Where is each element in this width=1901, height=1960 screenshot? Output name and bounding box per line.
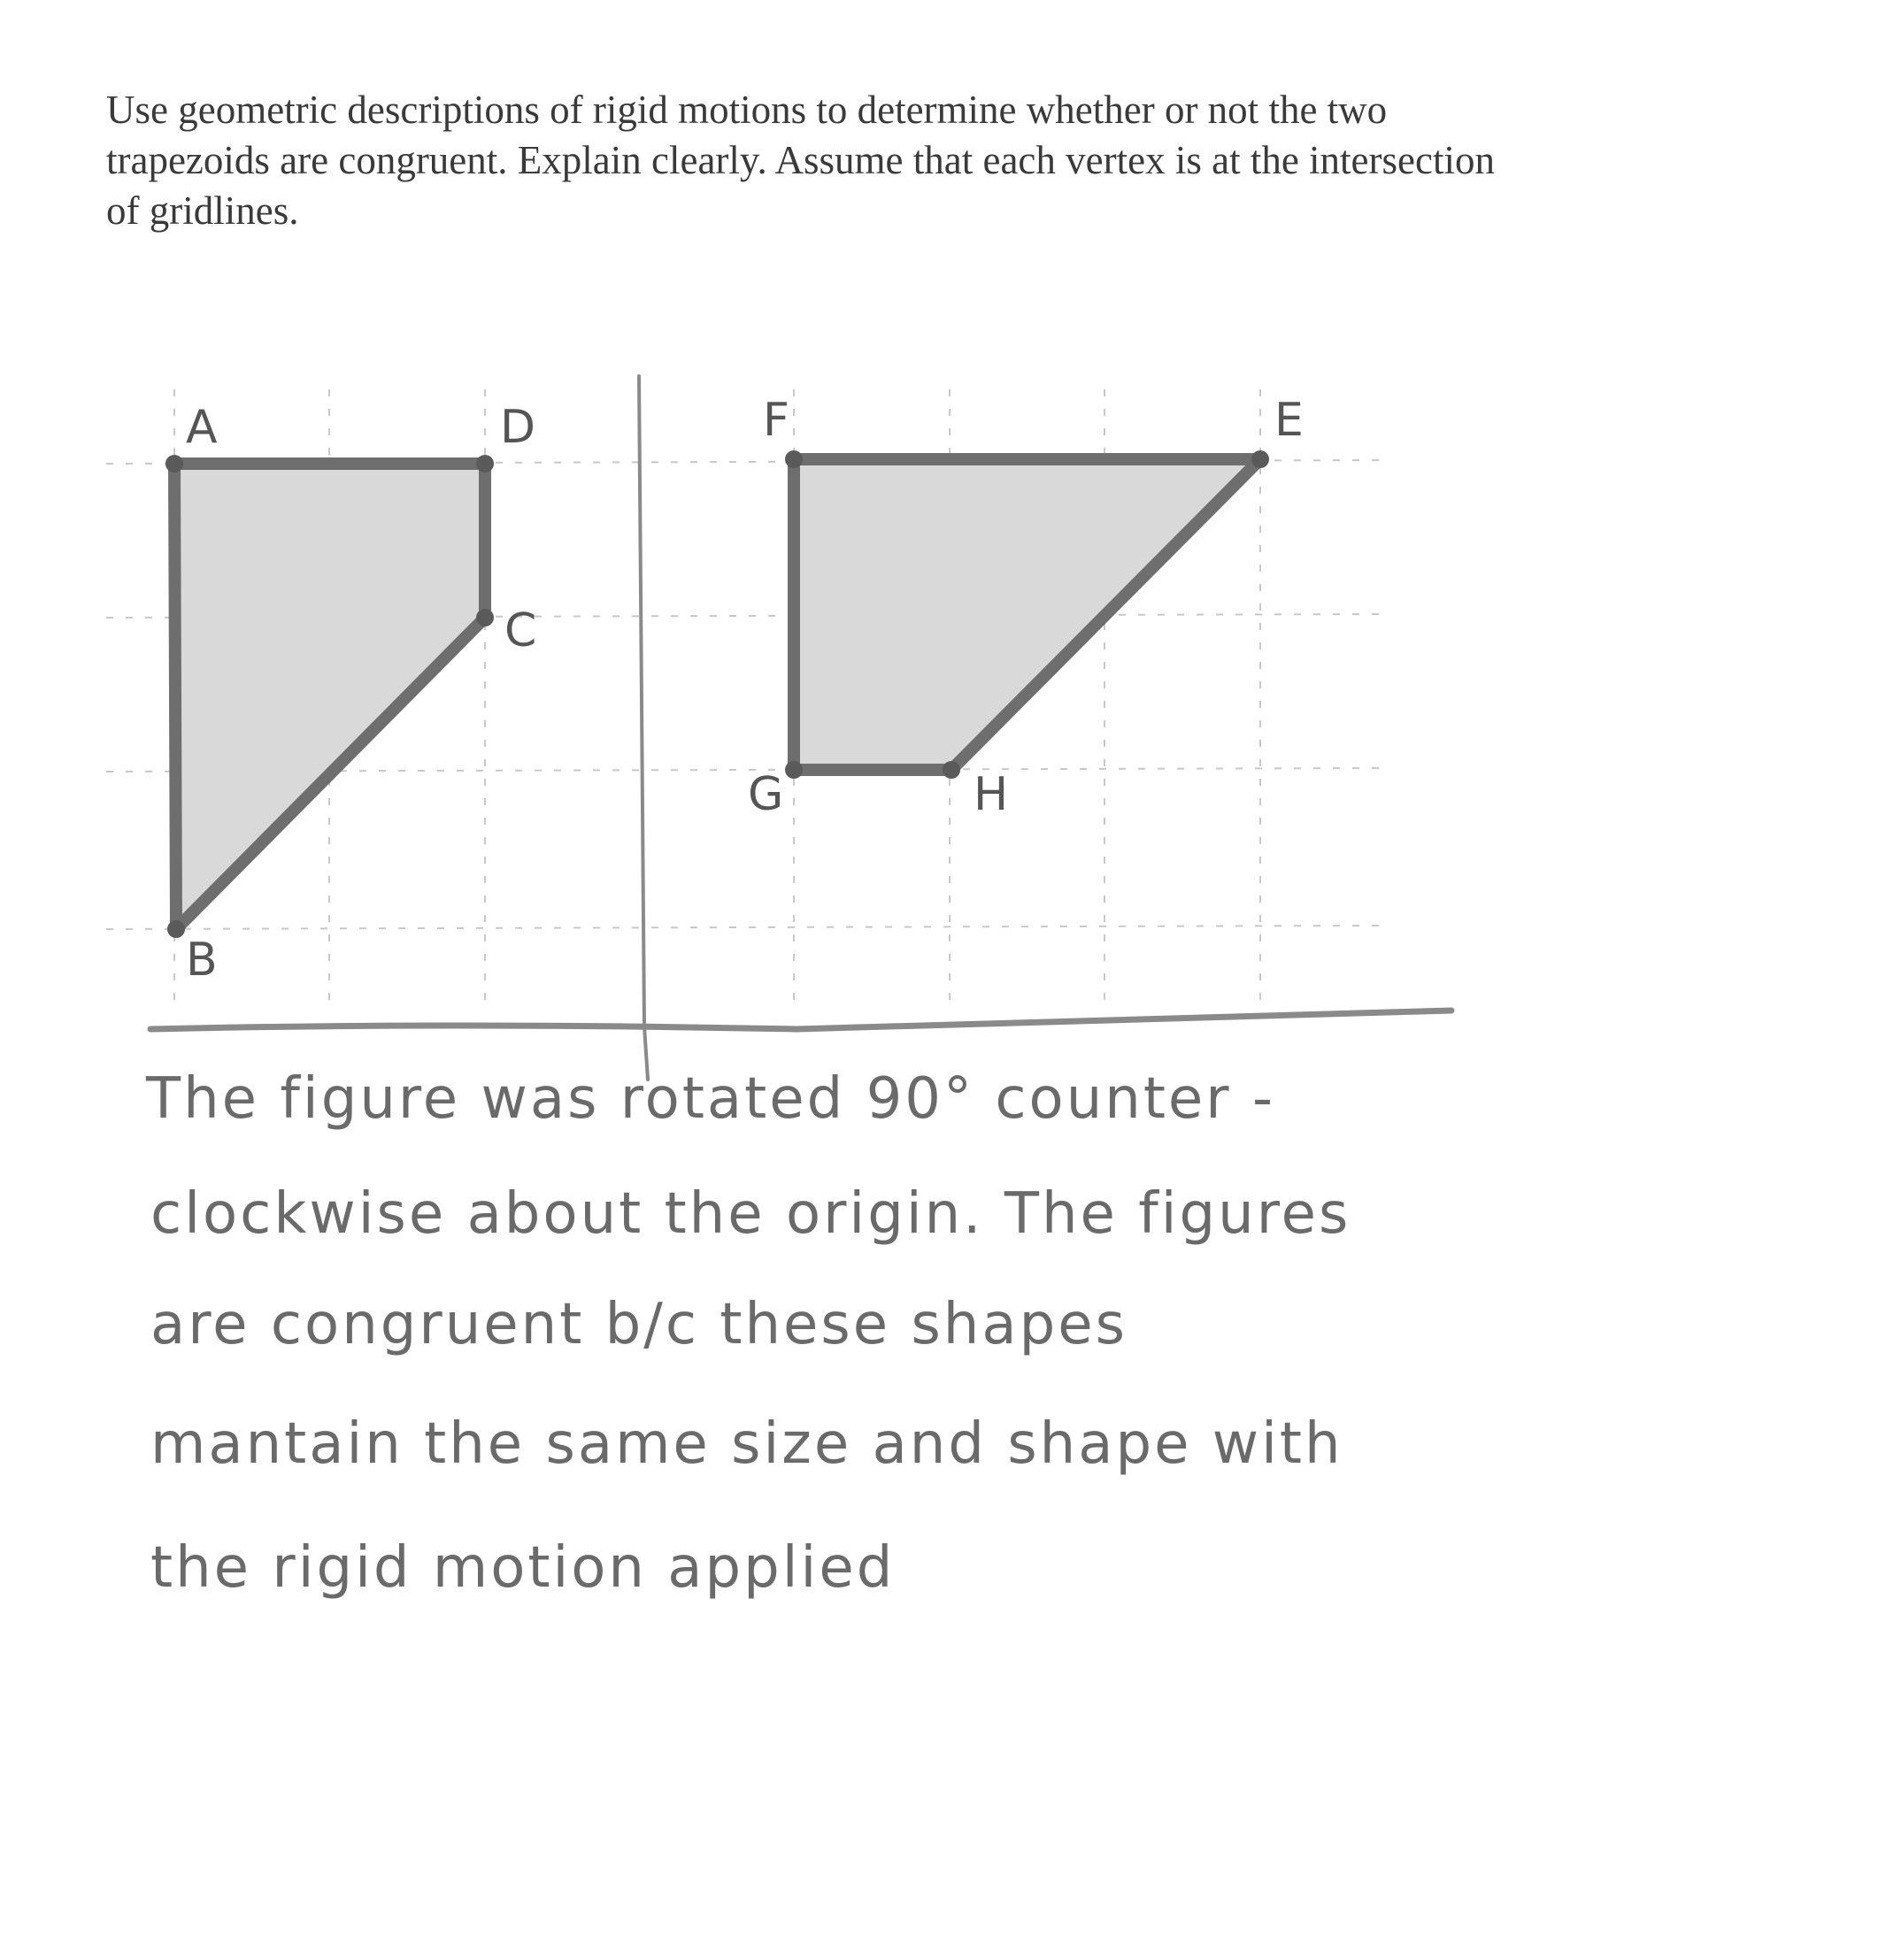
answer-line-1: The figure was rotated 90° counter - (146, 1066, 1276, 1132)
label-c: C (504, 604, 537, 657)
label-b: B (186, 934, 218, 987)
horizontal-divider-line (150, 1011, 1451, 1029)
label-d: D (500, 401, 536, 454)
prompt-line-3: of gridlines. (106, 188, 299, 233)
vertex-a (165, 455, 183, 473)
trapezoid-fehg (748, 394, 1304, 821)
vertex-g (785, 761, 803, 779)
answer-line-5: the rigid motion applied (150, 1535, 896, 1601)
label-h: H (974, 768, 1009, 821)
vertex-e (1251, 450, 1269, 468)
label-g: G (748, 768, 784, 821)
vertex-f (785, 450, 803, 468)
answer-line-3: are congruent b/c these shapes (150, 1292, 1128, 1357)
label-f: F (763, 394, 789, 447)
answer-line-2: clockwise about the origin. The figures (150, 1181, 1351, 1247)
vertex-b (167, 920, 185, 938)
answer-line-4: mantain the same size and shape with (150, 1411, 1343, 1477)
prompt-line-2: trapezoids are congruent. Explain clearly. Assume that each vertex is at the intersection (106, 138, 1495, 182)
vertex-h (943, 761, 960, 779)
trapezoid-abcd (165, 401, 536, 987)
prompt-line-1: Use geometric descriptions of rigid motions to determine whether or not the two (106, 88, 1388, 132)
label-e: E (1274, 394, 1304, 447)
label-a: A (186, 401, 218, 454)
vertical-divider-line (639, 376, 648, 1080)
vertex-d (476, 455, 494, 473)
vertex-c (476, 609, 494, 626)
